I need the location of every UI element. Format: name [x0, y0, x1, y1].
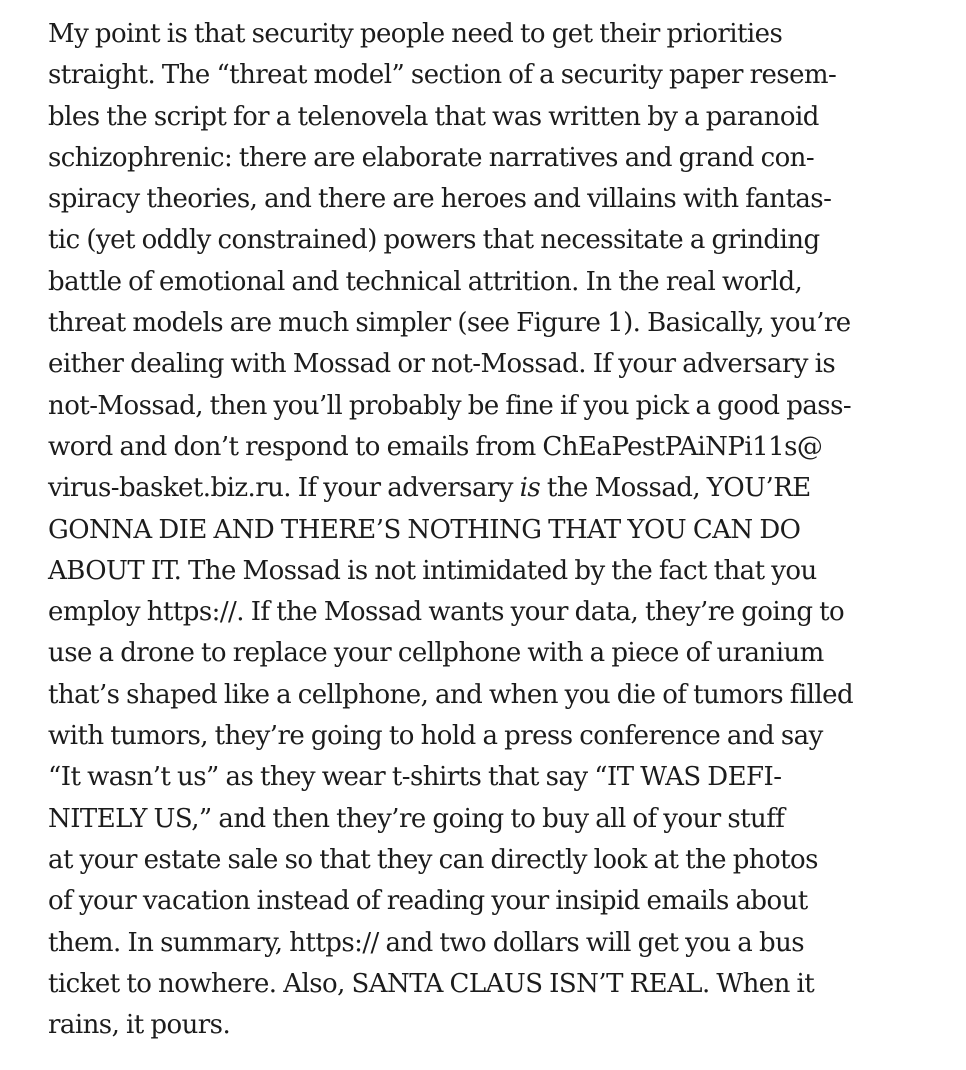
text-line: My point is that security people need to get their priorities — [48, 19, 783, 49]
text-line: employ https://. If the Mossad wants your data, they’re going to — [48, 597, 845, 628]
text-line: GONNA DIE AND THERE’S NOTHING THAT YOU CAN DO — [48, 514, 801, 545]
italic-emphasis: is — [519, 473, 541, 504]
text-line: battle of emotional and technical attrition. In the real world, — [48, 266, 803, 297]
text-line: bles the script for a telenovela that was written by a paranoid — [48, 101, 819, 132]
text-line: at your estate sale so that they can directly look at the photos — [48, 844, 818, 875]
text-line: that’s shaped like a cellphone, and when you die of tumors filled — [48, 679, 854, 710]
text-line: threat models are much simpler (see Figure 1). Basically, you’re — [48, 308, 851, 339]
text-line-with-italic — [48, 468, 948, 509]
text-line: NITELY US,” and then they’re going to buy all of your stuff — [48, 803, 785, 834]
text-line: ticket to nowhere. Also, SANTA CLAUS ISN’T REAL. When it — [48, 968, 815, 999]
text-line: spiracy theories, and there are heroes and villains with fantas- — [48, 184, 832, 215]
text-line: of your vacation instead of reading your insipid emails about — [48, 886, 808, 917]
text-line: use a drone to replace your cellphone with a piece of uranium — [48, 638, 824, 669]
text-line: word and don’t respond to emails from ChEaPestPAiNPi11s@ — [48, 431, 823, 462]
text-line: not-Mossad, then you’ll probably be fine if you pick a good pass- — [48, 390, 852, 421]
text-line: them. In summary, https:// and two dollars will get you a bus — [48, 927, 805, 958]
text-line: tic (yet oddly constrained) powers that necessitate a grinding — [48, 225, 820, 256]
text-line: either dealing with Mossad or not-Mossad. If your adversary is — [48, 349, 836, 380]
body-paragraph — [48, 14, 948, 1046]
text-line: “It wasn’t us” as they wear t-shirts that say “IT WAS DEFI- — [48, 762, 782, 793]
text-segment: virus-basket.biz.ru. If your adversary — [48, 473, 520, 504]
text-line: rains, it pours. — [48, 1010, 231, 1041]
text-line: schizophrenic: there are elaborate narratives and grand con- — [48, 142, 815, 173]
text-line: straight. The “threat model” section of a security paper resem- — [48, 60, 837, 91]
text-line: ABOUT IT. The Mossad is not intimidated by the fact that you — [48, 555, 817, 586]
text-segment: the Mossad, YOU’RE — [540, 473, 811, 504]
text-line: with tumors, they’re going to hold a press conference and say — [48, 721, 823, 752]
